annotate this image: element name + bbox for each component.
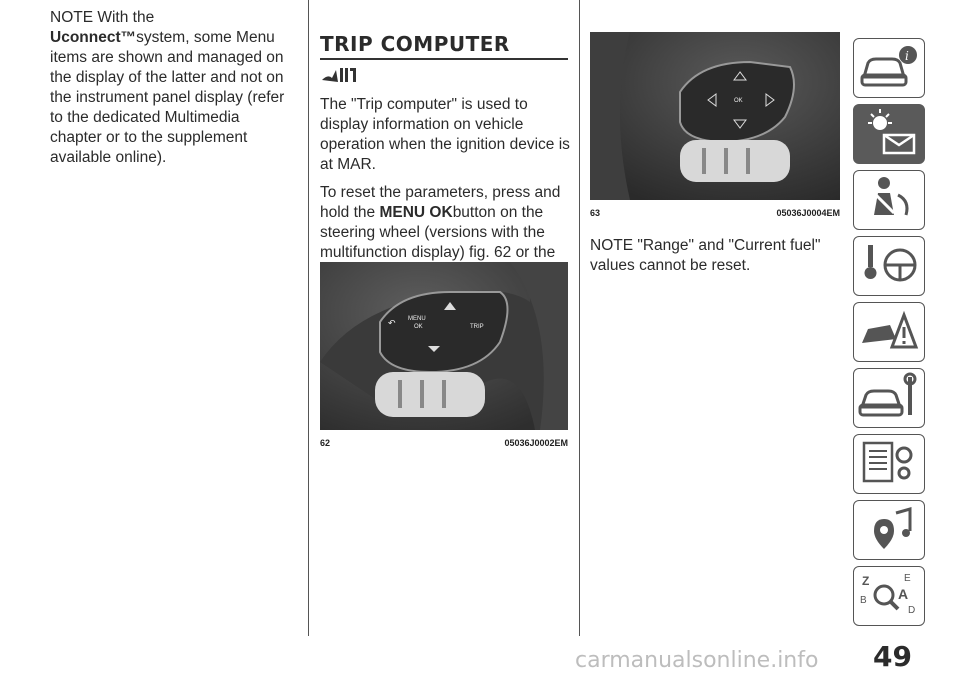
svg-text:E: E bbox=[904, 573, 911, 584]
technical-data-icon bbox=[854, 435, 924, 491]
menu-ok-bold: MENU OK bbox=[379, 204, 453, 221]
fig62-menu-label: MENU bbox=[408, 316, 426, 322]
left-column bbox=[50, 8, 290, 168]
warning-light-icon bbox=[854, 105, 924, 161]
fig63-number: 63 bbox=[590, 208, 601, 218]
sidebar-tab-car-info[interactable] bbox=[853, 38, 925, 98]
svg-text:D: D bbox=[908, 605, 916, 616]
fig62-trip-label: TRIP bbox=[470, 324, 484, 330]
svg-text:i: i bbox=[905, 49, 909, 63]
para-reset: To reset the parameters, press and hold the MENU OKbutton on the steering wheel (versions with the multifunction display) fig. 62 or the bbox=[320, 183, 570, 323]
key-steering-wheel-icon bbox=[854, 237, 924, 293]
para-trip-computer: The "Trip computer" is used to display information on vehicle operation when the ignition device is at MAR. bbox=[320, 96, 570, 173]
note-uconnect: NOTE With the Uconnect™system, some Menu items are shown and managed on the display of the latter and not on the instrument panel display (refer to the dedicated Multimedia chapter or to the supplement available online). bbox=[50, 9, 285, 166]
column-divider-1 bbox=[308, 0, 309, 636]
uconnect-bold: Uconnect™ bbox=[50, 29, 137, 46]
sidebar-tab-warning-lights[interactable] bbox=[853, 104, 925, 164]
fig62-number: 62 bbox=[320, 438, 331, 448]
sidebar-tab-technical-data[interactable] bbox=[853, 434, 925, 494]
car-info-icon bbox=[854, 39, 924, 95]
seatbelt-airbag-icon bbox=[854, 171, 924, 227]
accident-warning-icon bbox=[854, 303, 924, 359]
car-wrench-icon bbox=[854, 369, 924, 425]
index-icon bbox=[854, 567, 924, 623]
svg-text:B: B bbox=[860, 595, 867, 606]
title-underline bbox=[320, 58, 568, 60]
figure-63-caption bbox=[590, 208, 840, 218]
page-number: 49 bbox=[873, 640, 912, 673]
sidebar-tab-safety[interactable] bbox=[853, 170, 925, 230]
sidebar-tab-multimedia[interactable] bbox=[853, 500, 925, 560]
hand-phone-icon bbox=[320, 64, 360, 86]
svg-text:↶: ↶ bbox=[388, 319, 396, 329]
watermark: carmanualsonline.info bbox=[575, 648, 819, 673]
sidebar-tab-emergency[interactable] bbox=[853, 302, 925, 362]
sidebar-tab-index[interactable] bbox=[853, 566, 925, 626]
figure-62-image bbox=[320, 262, 568, 430]
right-column bbox=[590, 236, 840, 276]
sidebar-tab-starting-driving[interactable] bbox=[853, 236, 925, 296]
section-title: TRIP COMPUTER bbox=[320, 32, 510, 56]
fig62-code: 05036J0002EM bbox=[504, 438, 568, 448]
svg-text:A: A bbox=[898, 586, 909, 602]
figure-62-caption bbox=[320, 438, 568, 448]
note-range-fuel: NOTE "Range" and "Current fuel" values cannot be reset. bbox=[590, 237, 821, 274]
column-divider-2 bbox=[579, 0, 580, 636]
svg-text:Z: Z bbox=[862, 574, 870, 588]
figure-63-image bbox=[590, 32, 840, 200]
fig63-code: 05036J0004EM bbox=[776, 208, 840, 218]
multimedia-icon bbox=[854, 501, 924, 557]
sidebar-tab-maintenance[interactable] bbox=[853, 368, 925, 428]
fig62-ok-label: OK bbox=[414, 324, 423, 330]
fig63-ok-label: OK bbox=[734, 98, 743, 104]
